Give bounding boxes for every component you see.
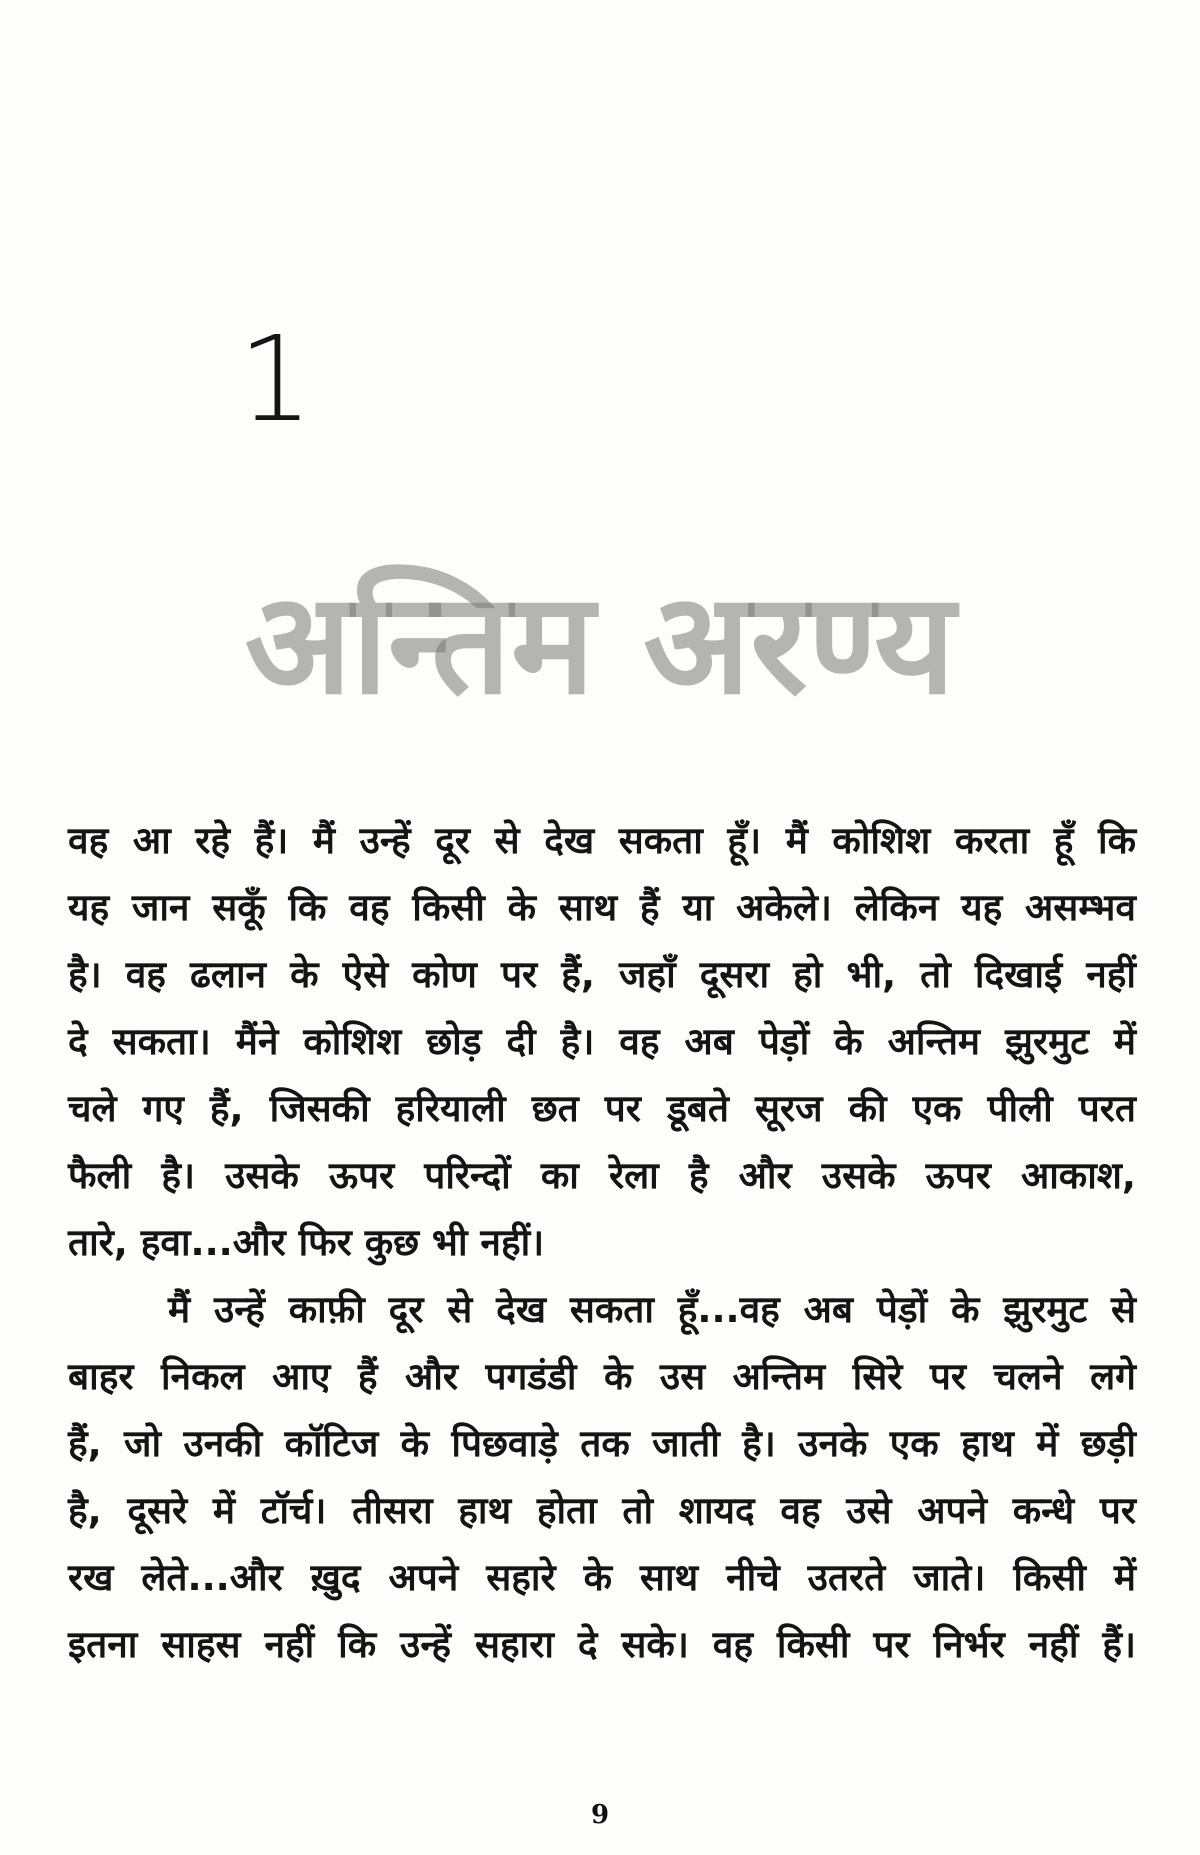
text-line: इतना साहस नहीं कि उन्हें सहारा दे सके। वह किसी पर निर्भर नहीं हैं। — [68, 1623, 1136, 1666]
watermark: अन्तिम अरण्य — [244, 563, 956, 726]
text-line: मैं उन्हें काफ़ी दूर से देख सकता हूँ...वह अब पेड़ों के झुरमुट से — [168, 1288, 1136, 1331]
text-line: रख लेते...और ख़ुद अपने सहारे के साथ नीचे उतरते जाते। किसी में — [68, 1556, 1136, 1599]
page-number: 9 — [590, 1800, 610, 1830]
text-line: फैली है। उसके ऊपर परिन्दों का रेला है और उसके ऊपर आकाश, — [68, 1154, 1136, 1197]
text-line: तारे, हवा...और फिर कुछ भी नहीं। — [68, 1221, 545, 1264]
text-line: बाहर निकल आए हैं और पगडंडी के उस अन्तिम सिरे पर चलने लगे — [68, 1355, 1136, 1398]
chapter-number: 1 — [238, 310, 314, 448]
text-line: दे सकता। मैंने कोशिश छोड़ दी है। वह अब पेड़ों के अन्तिम झुरमुट में — [68, 1020, 1136, 1063]
text-line: है। वह ढलान के ऐसे कोण पर हैं, जहाँ दूसरा हो भी, तो दिखाई नहीं — [68, 953, 1136, 996]
text-line: है, दूसरे में टॉर्च। तीसरा हाथ होता तो शायद वह उसे अपने कन्धे पर — [68, 1489, 1136, 1532]
text-line: यह जान सकूँ कि वह किसी के साथ हैं या अकेले। लेकिन यह असम्भव — [68, 886, 1136, 929]
text-line: चले गए हैं, जिसकी हरियाली छत पर डूबते सूरज की एक पीली परत — [68, 1087, 1136, 1130]
text-line: वह आ रहे हैं। मैं उन्हें दूर से देख सकता हूँ। मैं कोशिश करता हूँ कि — [68, 819, 1136, 862]
text-line: हैं, जो उनकी कॉटिज के पिछवाड़े तक जाती है। उनके एक हाथ में छड़ी — [68, 1422, 1136, 1465]
